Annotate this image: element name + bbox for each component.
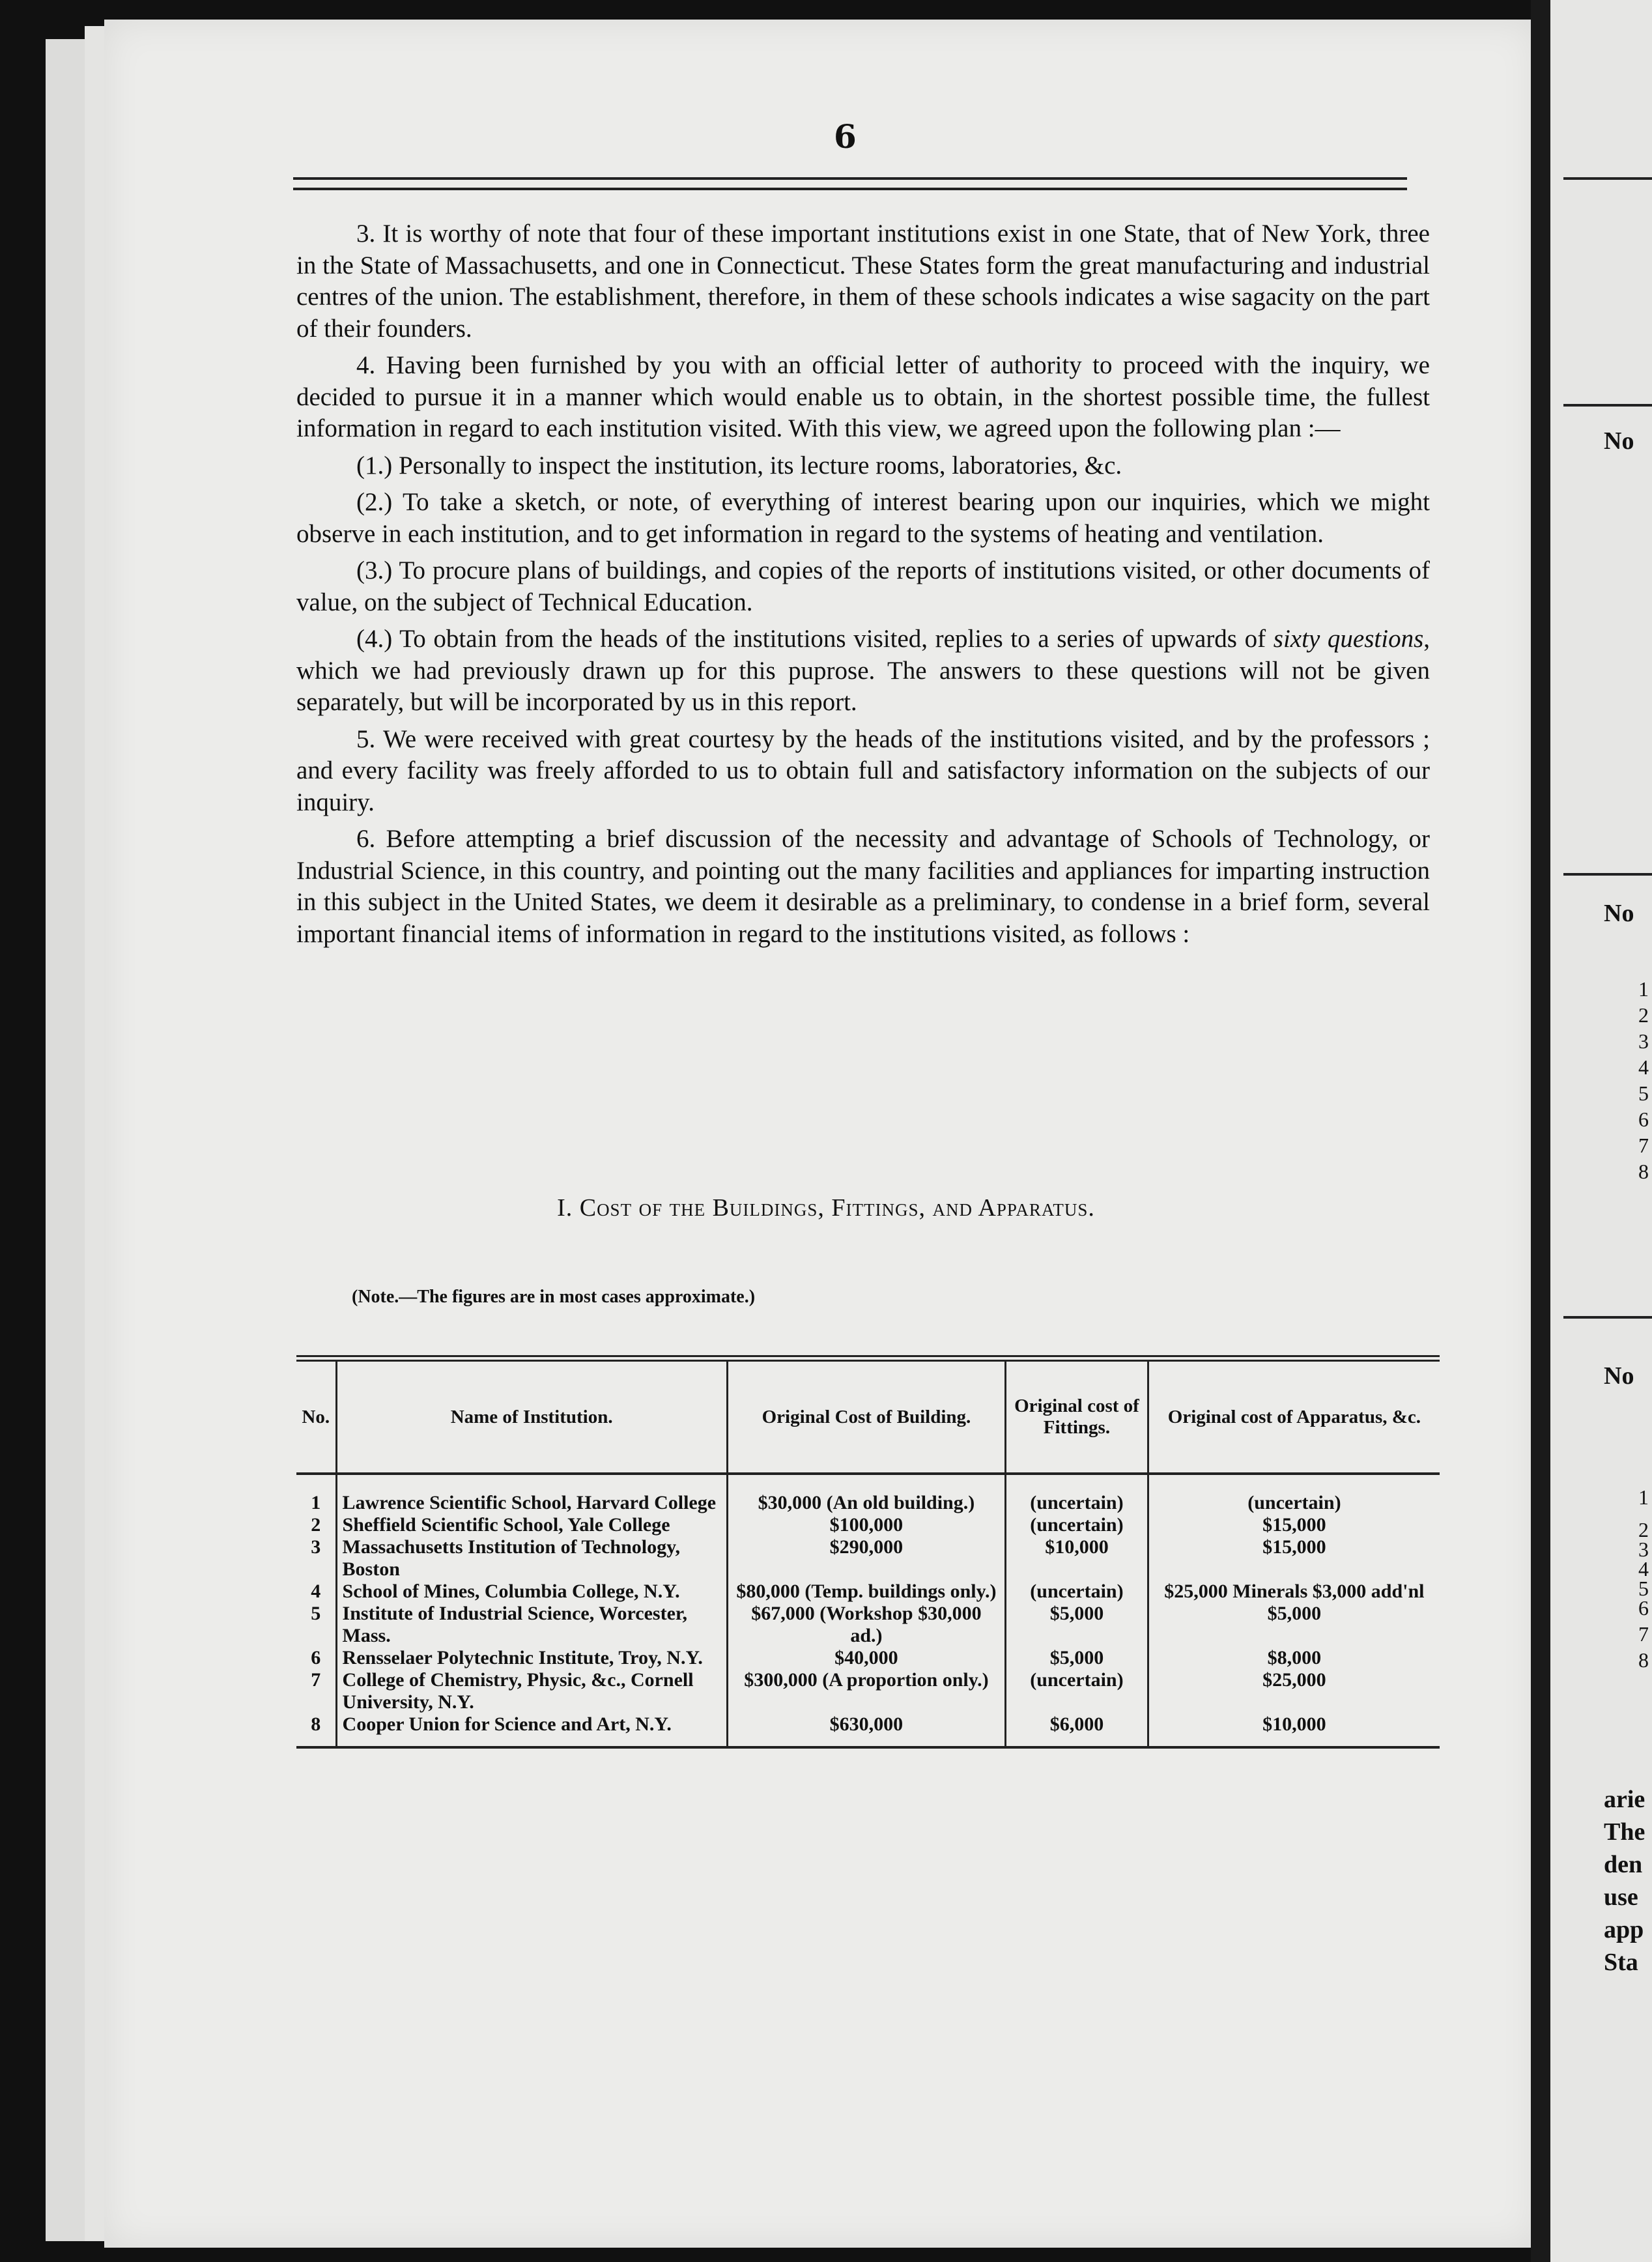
table-row xyxy=(296,1536,1440,1581)
right-page-number: 8 xyxy=(1638,1160,1649,1183)
cell-no: 3 xyxy=(311,1536,321,1558)
cell-building: $300,000 (A proportion only.) xyxy=(727,1669,1005,1713)
right-page-fragment: arie xyxy=(1604,1786,1645,1813)
header-fittings: Original cost of Fittings. xyxy=(1006,1358,1148,1474)
cell-building: $100,000 xyxy=(727,1514,1005,1536)
cell-fittings: (uncertain) xyxy=(1006,1514,1148,1536)
cell-apparatus: $5,000 xyxy=(1148,1603,1440,1647)
cell-fittings: $10,000 xyxy=(1006,1536,1148,1581)
cell-name: Massachusetts Institution of Technology, Boston xyxy=(336,1536,727,1581)
right-page-rule xyxy=(1563,1316,1652,1319)
table-note: (Note.—The figures are in most cases approximate.) xyxy=(352,1287,756,1307)
right-page-number: 3 xyxy=(1638,1538,1649,1561)
cell-building: $290,000 xyxy=(727,1536,1005,1581)
cell-no: 4 xyxy=(311,1581,321,1602)
cell-no: 2 xyxy=(311,1514,321,1536)
right-page-number: 7 xyxy=(1638,1622,1649,1646)
right-page-number: 6 xyxy=(1638,1108,1649,1131)
cell-apparatus: $25,000 Minerals $3,000 add'nl xyxy=(1148,1581,1440,1603)
page-number: 6 xyxy=(834,117,857,156)
header-apparatus: Original cost of Apparatus, &c. xyxy=(1148,1358,1440,1474)
cell-name: School of Mines, Columbia College, N.Y. xyxy=(336,1581,727,1603)
cell-name: Rensselaer Polytechnic Institute, Troy, N.Y. xyxy=(336,1647,727,1669)
cell-name: Sheffield Scientific School, Yale College xyxy=(336,1514,727,1536)
cell-name: Cooper Union for Science and Art, N.Y. xyxy=(336,1713,727,1747)
table-row xyxy=(296,1647,1440,1669)
right-page-fragment: den xyxy=(1604,1851,1643,1878)
table-row xyxy=(296,1514,1440,1536)
header-building: Original Cost of Building. xyxy=(727,1358,1005,1474)
right-page-number: 2 xyxy=(1638,1518,1649,1541)
cell-building: $67,000 (Workshop $30,000 ad.) xyxy=(727,1603,1005,1647)
cost-table xyxy=(296,1355,1440,1749)
cell-name: College of Chemistry, Physic, &c., Cornell University, N.Y. xyxy=(336,1669,727,1713)
right-page-number: 3 xyxy=(1638,1029,1649,1053)
header-no: No. xyxy=(296,1358,336,1474)
right-page-number: 4 xyxy=(1638,1557,1649,1581)
right-page-fragment: use xyxy=(1604,1883,1638,1911)
right-page-number: 8 xyxy=(1638,1648,1649,1672)
cell-apparatus: $10,000 xyxy=(1148,1713,1440,1747)
table-row xyxy=(296,1474,1440,1514)
cell-building: $30,000 (An old building.) xyxy=(727,1474,1005,1514)
plan-item-3: (3.) To procure plans of buildings, and copies of the reports of institutions visited, or other documents of value, on the subject of Technical Education. xyxy=(296,556,1430,616)
cell-fittings: (uncertain) xyxy=(1006,1474,1148,1514)
right-page-number: 5 xyxy=(1638,1081,1649,1105)
plan-item-4-italic: sixty questions xyxy=(1273,625,1424,653)
cell-fittings: $5,000 xyxy=(1006,1647,1148,1669)
table-row xyxy=(296,1669,1440,1713)
cell-building: $40,000 xyxy=(727,1647,1005,1669)
cell-no: 6 xyxy=(311,1647,321,1668)
right-page-number: 2 xyxy=(1638,1003,1649,1027)
right-page-rule xyxy=(1563,404,1652,407)
paragraph-6: 6. Before attempting a brief discussion of the necessity and advantage of Schools of Technology, or Industrial Science, in this country, and pointing out the many facilities and appliances for imparting instruction in this subject in the United States, we deem it desirable as a preliminary, to condense in a brief form, several important financial items of information in regard to the institutions visited, as follows : xyxy=(296,825,1430,948)
right-page-fragment: No xyxy=(1604,1362,1634,1390)
plan-item-2: (2.) To take a sketch, or note, of everything of interest bearing upon our inquiries, which we might observe in each institution, and to get information in regard to the systems of heating and ventilation. xyxy=(296,488,1430,548)
table-row xyxy=(296,1713,1440,1747)
plan-item-1: (1.) Personally to inspect the institution, its lecture rooms, laboratories, &c. xyxy=(356,451,1122,480)
cell-fittings: $5,000 xyxy=(1006,1603,1148,1647)
cell-apparatus: $15,000 xyxy=(1148,1536,1440,1581)
cell-building: $80,000 (Temp. buildings only.) xyxy=(727,1581,1005,1603)
right-page-rule xyxy=(1563,873,1652,876)
paragraph-5: 5. We were received with great courtesy by the heads of the institutions visited, and by the professors ; and every facility was freely afforded to us to obtain full and satisfactory information on the subjects of our inquiry. xyxy=(296,724,1430,816)
right-page-fragment: app xyxy=(1604,1916,1644,1943)
right-page-number: 1 xyxy=(1638,1485,1649,1509)
cell-apparatus: $25,000 xyxy=(1148,1669,1440,1713)
cost-table-wrapper xyxy=(296,1355,1440,1922)
cell-no: 1 xyxy=(311,1492,321,1513)
section-title: I. Cost of the Buildings, Fittings, and Apparatus. xyxy=(557,1194,1095,1222)
table-row xyxy=(296,1581,1440,1603)
body-text xyxy=(296,218,1430,955)
plan-item-4 xyxy=(296,623,1430,719)
cell-name: Lawrence Scientific School, Harvard College xyxy=(336,1474,727,1514)
cell-no: 7 xyxy=(311,1669,321,1691)
cell-name: Institute of Industrial Science, Worcester, Mass. xyxy=(336,1603,727,1647)
header-name: Name of Institution. xyxy=(336,1358,727,1474)
right-page-number: 6 xyxy=(1638,1596,1649,1620)
cell-no: 5 xyxy=(311,1603,321,1624)
book-gutter xyxy=(1531,0,1553,2262)
right-page-number: 4 xyxy=(1638,1055,1649,1079)
cell-fittings: $6,000 xyxy=(1006,1713,1148,1747)
cell-building: $630,000 xyxy=(727,1713,1005,1747)
right-page-rule xyxy=(1563,177,1652,180)
plan-item-4-text-a: (4.) To obtain from the heads of the institutions visited, replies to a series of upwards of xyxy=(356,625,1266,653)
paragraph-3: 3. It is worthy of note that four of these important institutions exist in one State, that of New York, three in the State of Massachusetts, and one in Connecticut. These States form the great manufacturing and industrial centres of the union. The establishment, therefore, in them of these schools indicates a wise sagacity on the part of their founders. xyxy=(296,220,1430,343)
cell-apparatus: $15,000 xyxy=(1148,1514,1440,1536)
table-header-row xyxy=(296,1358,1440,1474)
right-page-number: 7 xyxy=(1638,1134,1649,1157)
right-page-number: 1 xyxy=(1638,977,1649,1001)
cell-apparatus: (uncertain) xyxy=(1148,1474,1440,1514)
table-row xyxy=(296,1603,1440,1647)
right-page-fragment: The xyxy=(1604,1818,1645,1846)
cell-no: 8 xyxy=(296,1713,336,1747)
cell-fittings: (uncertain) xyxy=(1006,1669,1148,1713)
right-page-number: 5 xyxy=(1638,1577,1649,1600)
paragraph-4: 4. Having been furnished by you with an official letter of authority to proceed with the inquiry, we decided to pursue it in a manner which would enable us to obtain, in the shortest possible time, the fullest information in regard to each institution visited. With this view, we agreed upon the following plan :— xyxy=(296,351,1430,442)
right-page-fragment: No xyxy=(1604,427,1634,455)
cell-apparatus: $8,000 xyxy=(1148,1647,1440,1669)
plan-item-4-text-b: , which we had previously drawn up for this puprose. The answers to these questions will not be given separately, but will be incorporated by us in this report. xyxy=(296,625,1431,716)
cell-fittings: (uncertain) xyxy=(1006,1581,1148,1603)
right-page-fragment: No xyxy=(1604,900,1634,927)
header-rule xyxy=(293,177,1407,190)
right-page-fragment: Sta xyxy=(1604,1949,1638,1976)
